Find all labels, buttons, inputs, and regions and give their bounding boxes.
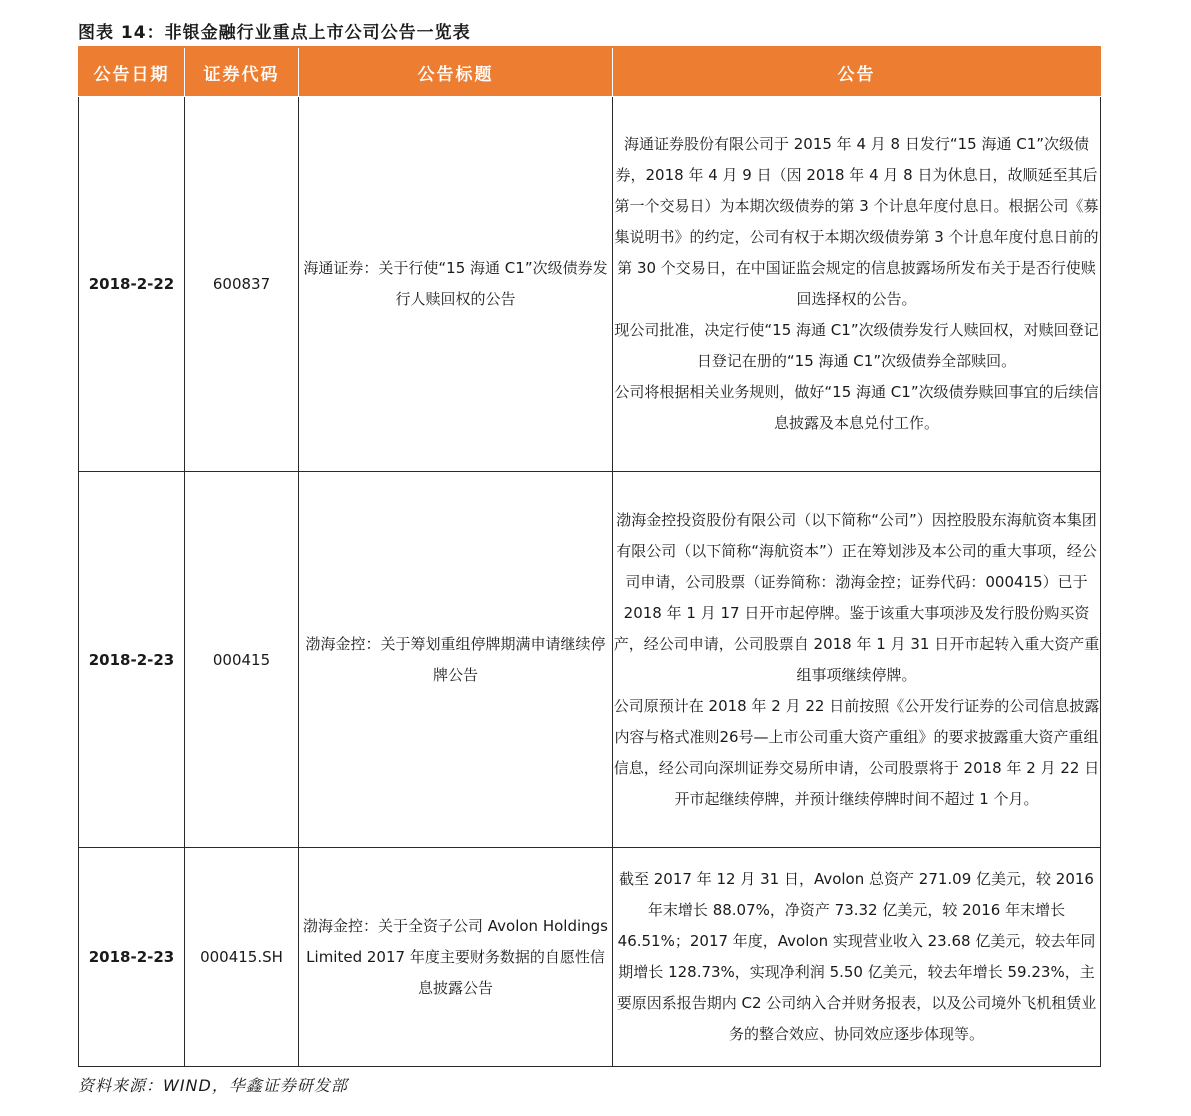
announcement-title: 渤海金控：关于筹划重组停牌期满申请继续停牌公告 (299, 472, 613, 848)
announcement-content (613, 97, 1101, 472)
announcement-title: 渤海金控：关于全资子公司 Avolon Holdings Limited 2017 年度主要财务数据的自愿性信息披露公告 (299, 848, 613, 1067)
content-paragraph: 海通证券股份有限公司于 2015 年 4 月 8 日发行“15 海通 C1”次级债券，2018 年 4 月 9 日（因 2018 年 4 月 8 日为休息日，故顺延至其后第一个交易日）为本期次级债券的第 3 个计息年度付息日。根据公司《募集说明书》的约定，公司有权于本期次级债券第 3 个计息年度付息日前的第 30 个交易日，在中国证监会规定的信息披露场所发布关于是否行使赎回选择权的公告。 (614, 135, 1099, 308)
table-row (79, 848, 1101, 1067)
table-row (79, 472, 1101, 848)
announcement-date: 2018-2-22 (79, 97, 185, 472)
header-title: 公告标题 (299, 47, 613, 97)
security-code: 000415.SH (185, 848, 299, 1067)
content-paragraph: 现公司批准，决定行使“15 海通 C1”次级债券发行人赎回权，对赎回登记日登记在册的“15 海通 C1”次级债券全部赎回。 (614, 321, 1099, 370)
announcement-date: 2018-2-23 (79, 848, 185, 1067)
announcement-content (613, 472, 1101, 848)
announcement-content (613, 848, 1101, 1067)
content-paragraph: 公司将根据相关业务规则，做好“15 海通 C1”次级债券赎回事宜的后续信息披露及本息兑付工作。 (614, 383, 1099, 432)
header-code: 证券代码 (185, 47, 299, 97)
announcement-date: 2018-2-23 (79, 472, 185, 848)
security-code: 000415 (185, 472, 299, 848)
content-paragraph: 渤海金控投资股份有限公司（以下简称“公司”）因控股股东海航资本集团有限公司（以下简称“海航资本”）正在筹划涉及本公司的重大事项，经公司申请，公司股票（证券简称：渤海金控；证券代码：000415）已于 2018 年 1 月 17 日开市起停牌。鉴于该重大事项涉及发行股份购买资产，经公司申请，公司股票自 2018 年 1 月 31 日开市起转入重大资产重组事项继续停牌。 (613, 510, 1100, 684)
header-date: 公告日期 (79, 47, 185, 97)
content-paragraph: 公司原预计在 2018 年 2 月 22 日前按照《公开发行证券的公司信息披露内容与格式准则26号—上市公司重大资产重组》的要求披露重大资产重组信息，经公司向深圳证券交易所申请，公司股票将于 2018 年 2 月 22 日开市起继续停牌，并预计继续停牌时间不超过 1 个月。 (613, 696, 1100, 808)
announcement-table (78, 46, 1101, 1067)
security-code: 600837 (185, 97, 299, 472)
announcement-title: 海通证券：关于行使“15 海通 C1”次级债券发行人赎回权的公告 (299, 97, 613, 472)
source-note: 资料来源：WIND，华鑫证券研发部 (78, 1076, 348, 1095)
header-content: 公告 (613, 47, 1101, 97)
content-paragraph: 截至 2017 年 12 月 31 日，Avolon 总资产 271.09 亿美元，较 2016 年末增长 88.07%，净资产 73.32 亿美元，较 2016 年末增长 46.51%；2017 年度，Avolon 实现营业收入 23.68 亿美元，较去年同期增长 128.73%，实现净利润 5.50 亿美元，较去年增长 59.23%，主要原因系报告期内 C2 公司纳入合并财务报表，以及公司境外飞机租赁业务的整合效应、协同效应逐步体现等。 (616, 870, 1097, 1043)
table-row (79, 97, 1101, 472)
figure-caption: 图表 14：非银金融行业重点上市公司公告一览表 (78, 23, 471, 43)
table-header-row (79, 47, 1101, 97)
